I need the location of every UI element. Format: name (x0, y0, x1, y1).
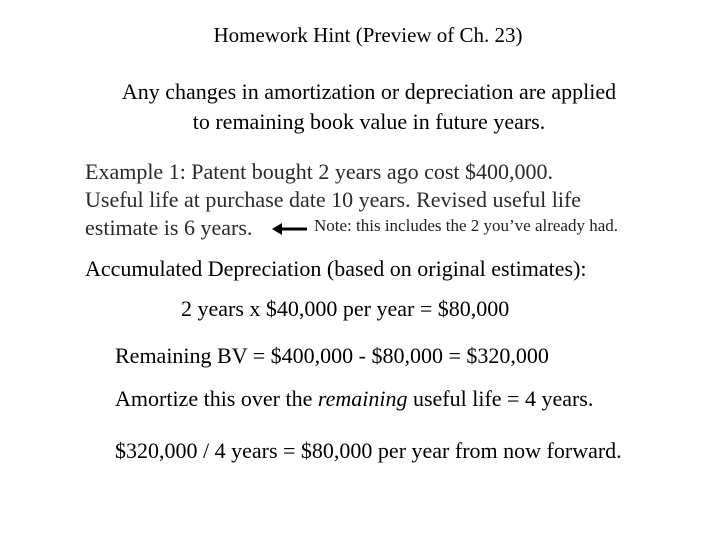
amortize-text-after: useful life = 4 years. (407, 386, 594, 411)
example-line-1: Example 1: Patent bought 2 years ago cost $400,000. (85, 159, 554, 184)
accumulated-depreciation-heading: Accumulated Depreciation (based on original estimates): (85, 256, 587, 281)
page-title: Homework Hint (Preview of Ch. 23) (213, 23, 523, 47)
example-line-2: Useful life at purchase date 10 years. Revised useful life (85, 187, 582, 212)
amortize-emphasis: remaining (317, 386, 408, 411)
intro-line-2: to remaining book value in future years. (192, 109, 546, 134)
accumulated-depreciation-calc: 2 years x $40,000 per year = $80,000 (181, 296, 510, 321)
amortize-text-before: Amortize this over the (115, 386, 318, 411)
left-arrow-icon (272, 221, 308, 237)
annual-amortization-result: $320,000 / 4 years = $80,000 per year from now forward. (115, 438, 622, 463)
useful-life-note: Note: this includes the 2 you’ve already had. (314, 216, 619, 235)
intro-line-1: Any changes in amortization or depreciation are applied (121, 79, 617, 104)
example-line-3: estimate is 6 years. (85, 215, 253, 240)
amortize-line (115, 388, 593, 410)
remaining-book-value: Remaining BV = $400,000 - $80,000 = $320,000 (115, 343, 549, 368)
